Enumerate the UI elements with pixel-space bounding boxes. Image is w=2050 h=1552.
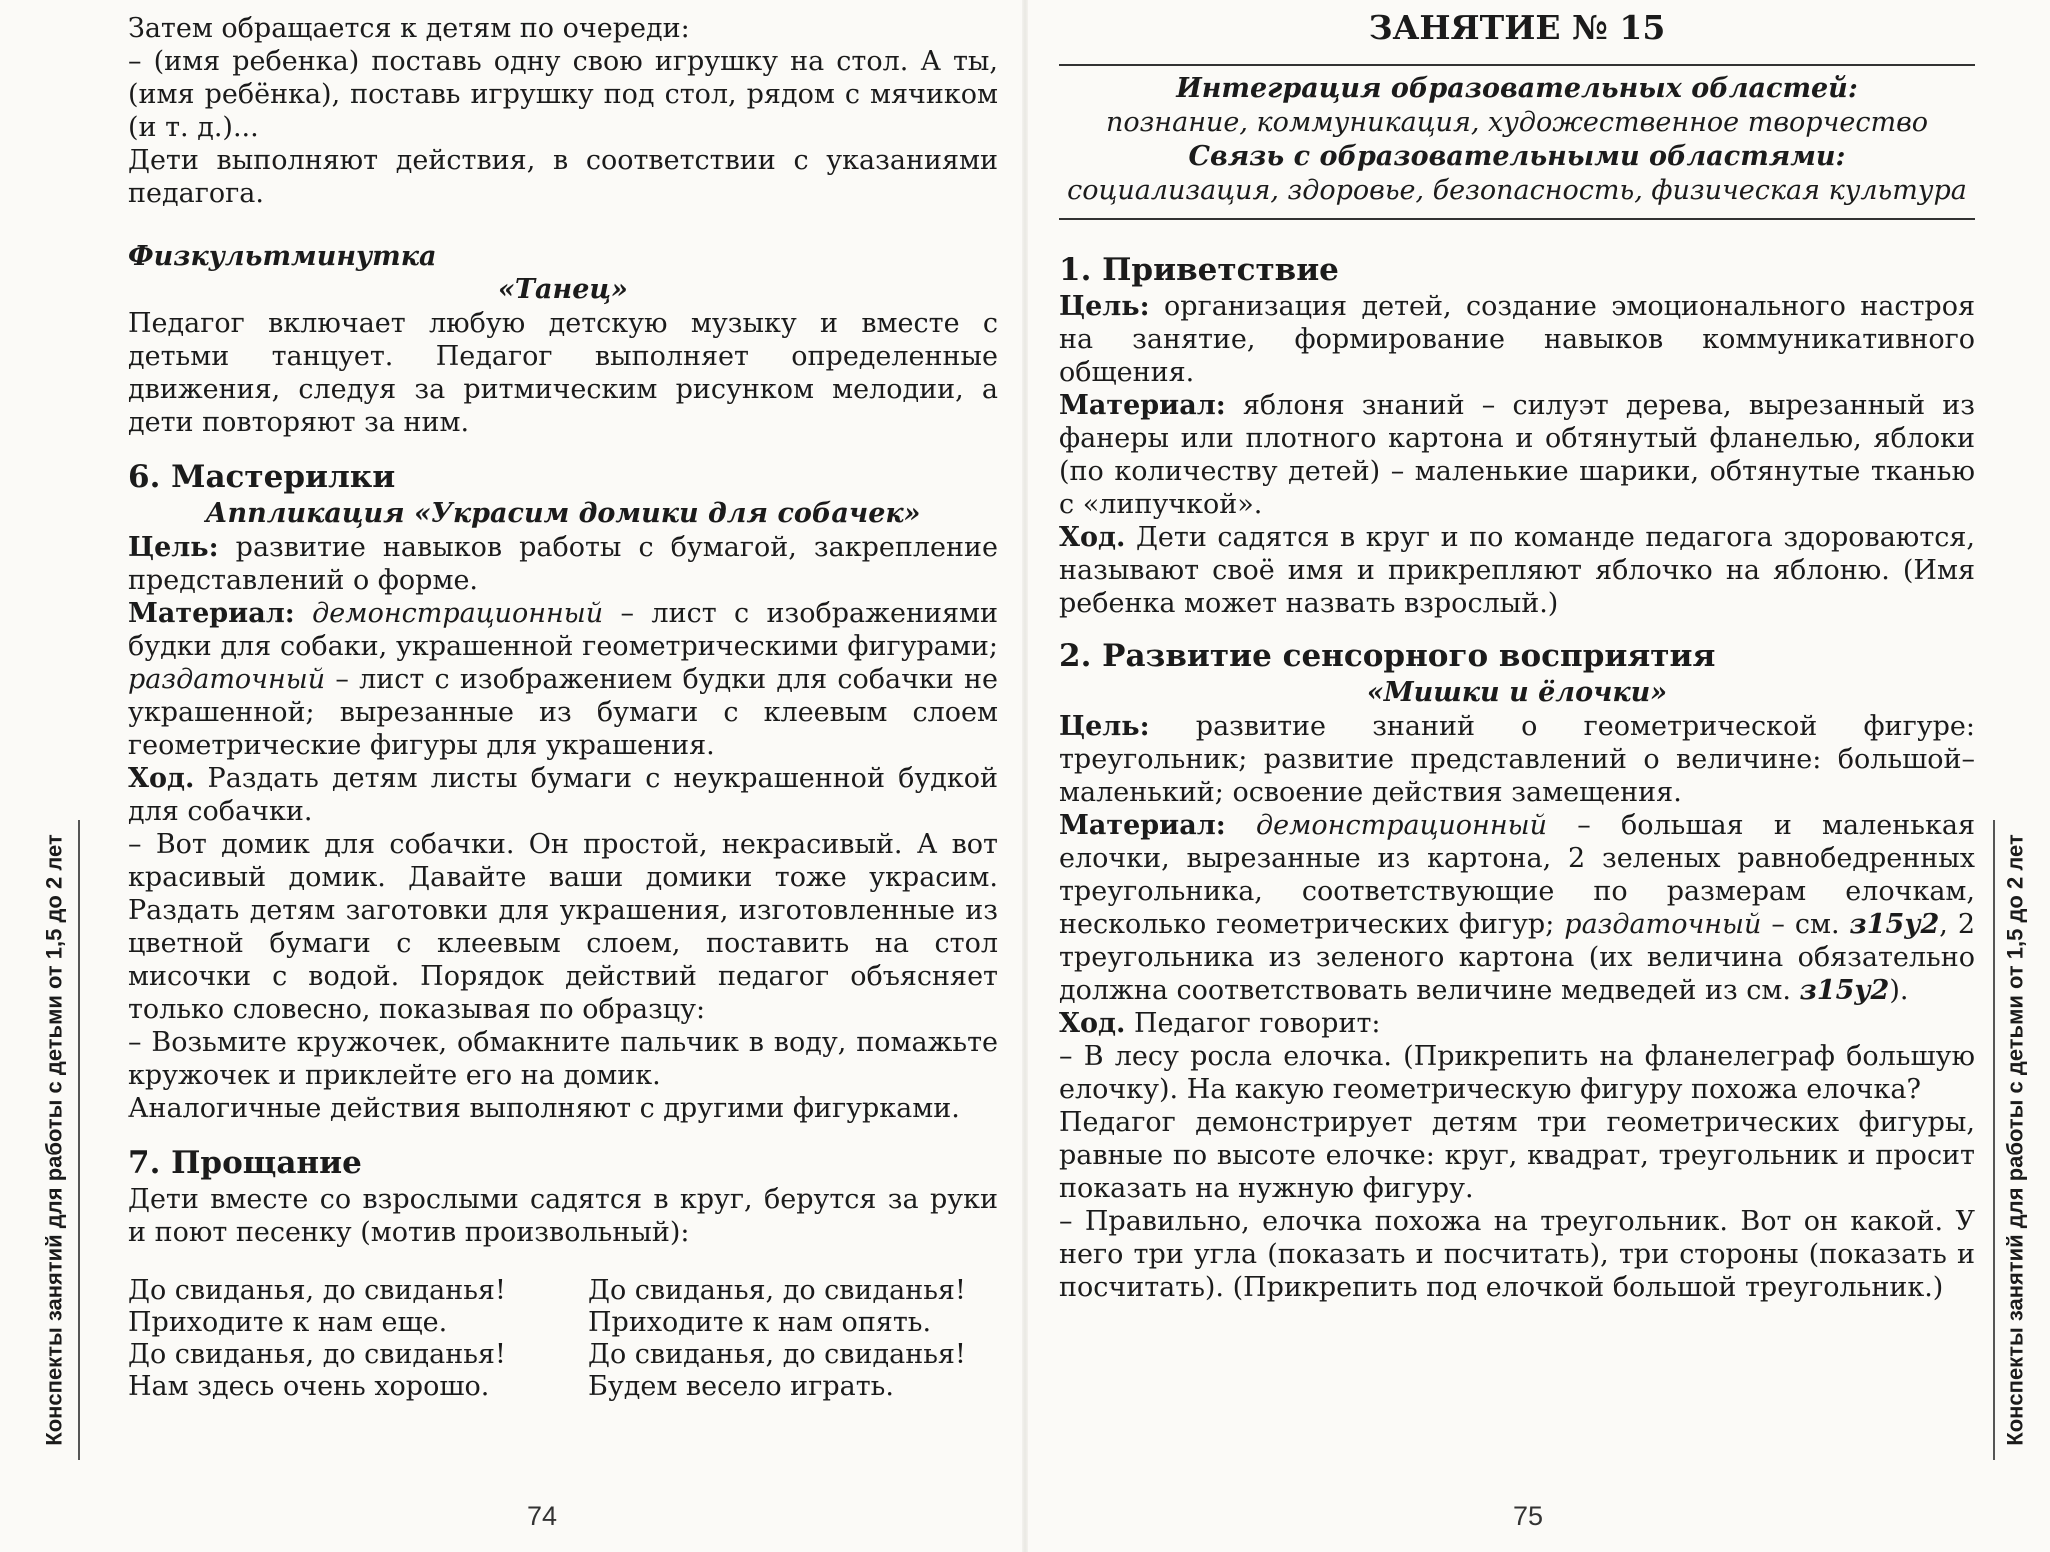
section-7-title: 7. Прощание	[128, 1145, 362, 1181]
poem-left-stanza	[128, 1275, 538, 1403]
left-column	[128, 0, 998, 1403]
material-text: яблоня знаний – силуэт дерева, вырезанный из фанеры или плотного картона и обтянутый фланелью, яблоки (по количеству детей) – маленькие шарики, обтянутые тканью с «липучкой».	[1059, 390, 1975, 520]
poem-line: Нам здесь очень хорошо.	[128, 1371, 490, 1402]
section-1-material	[1059, 389, 1975, 521]
poem-line: До свиданья, до свиданья!	[128, 1275, 506, 1306]
material-label: Материал:	[1059, 390, 1226, 421]
goal-label: Цель:	[1059, 291, 1150, 322]
section-6-para-2: – Вот домик для собачки. Он простой, некрасивый. А вот красивый домик. Давайте ваши домики тоже украсим. Раздать детям заготовки для украшения, изготовленные из цветной бумаги с клеевым слоем, поставить на стол мисочки с водой. Порядок действий педагог объясняет только словесно, показывая по образцу:	[128, 829, 998, 1025]
page-number-right: 75	[1513, 1501, 1544, 1531]
material-text-1: – большая и маленькая елочки, вырезанные из картона, 2 зеленых равнобедренных треугольника, соответствующие по размерам елочкам, несколько геометрических фигур;	[1059, 810, 1975, 940]
right-side-rule	[1993, 820, 1995, 1460]
intro-line-3: Дети выполняют действия, в соответствии с указаниями педагога.	[128, 145, 998, 209]
header-rule-bottom	[1059, 218, 1975, 220]
hod-text: Педагог говорит:	[1125, 1008, 1381, 1039]
intro-line-2: – (имя ребенка) поставь одну свою игрушку на стол. А ты, (имя ребёнка), поставь игрушку под стол, рядом с мячиком (и т. д.)...	[128, 46, 998, 143]
side-caption-text: Конспекты занятий для работы с детьми от 1,5 до 2 лет	[2003, 834, 2028, 1446]
section-2-title: 2. Развитие сенсорного восприятия	[1059, 638, 1716, 674]
intro-line-1: Затем обращается к детям по очереди:	[128, 13, 690, 44]
hod-text: Раздать детям листы бумаги с неукрашенной будкой для собачки.	[128, 763, 998, 827]
section-2-para-3: Педагог демонстрирует детям три геометрических фигуры, равные по высоте елочке: круг, квадрат, треугольник и просит показать на нужную фигуру.	[1059, 1107, 1975, 1204]
goal-label: Цель:	[1059, 711, 1150, 742]
section-6-subtitle: Аппликация «Украсим домики для собачек»	[205, 498, 921, 529]
integration-label: Интеграция образовательных областей:	[1176, 73, 1858, 104]
left-side-caption	[40, 820, 70, 1460]
section-2-goal	[1059, 710, 1975, 809]
right-column	[1059, 0, 1975, 1304]
section-1-goal	[1059, 290, 1975, 389]
side-caption-text: Конспекты занятий для работы с детьми от 1,5 до 2 лет	[42, 834, 67, 1446]
page-number-left: 74	[527, 1501, 558, 1531]
fiz-text: Педагог включает любую детскую музыку и вместе с детьми танцует. Педагог выполняет определенные движения, следуя за ритмическим рисунком мелодии, а дети повторяют за ним.	[128, 308, 998, 438]
poem-line: До свиданья, до свиданья!	[588, 1339, 966, 1370]
material-text-1: – лист с изображениями будки для собаки, украшенной геометрическими фигурами;	[128, 598, 998, 662]
lesson-title: ЗАНЯТИЕ № 15	[1368, 8, 1666, 47]
header-rule-top	[1059, 64, 1975, 66]
material-ref-2: з15у2	[1799, 975, 1890, 1006]
material-text-2: – см.	[1761, 909, 1850, 940]
poem-right-stanza	[588, 1275, 998, 1403]
section-6-title: 6. Мастерилки	[128, 459, 396, 495]
section-7-text: Дети вместе со взрослыми садятся в круг, берутся за руки и поют песенку (мотив произвольный):	[128, 1184, 998, 1248]
poem-line: Приходите к нам опять.	[588, 1307, 932, 1338]
material-label: Материал:	[1059, 810, 1226, 841]
section-2-para-4: – Правильно, елочка похожа на треугольник. Вот он какой. У него три угла (показать и посчитать), три стороны (показать и посчитать). (Прикрепить под елочкой большой треугольник.)	[1059, 1206, 1975, 1303]
song-poem	[128, 1275, 998, 1403]
right-side-caption	[2001, 820, 2031, 1460]
poem-line: Приходите к нам еще.	[128, 1307, 448, 1338]
section-6-goal	[128, 531, 998, 597]
link-text: социализация, здоровье, безопасность, физическая культура	[1067, 175, 1967, 206]
hod-label: Ход.	[1059, 522, 1126, 553]
material-demo: демонстрационный	[312, 598, 604, 629]
hod-label: Ход.	[1059, 1008, 1126, 1039]
section-2-para-2: – В лесу росла елочка. (Прикрепить на фланелеграф большую елочку). На какую геометрическую фигуру похожа елочка?	[1059, 1041, 1975, 1105]
goal-text: развитие навыков работы с бумагой, закрепление представлений о форме.	[128, 532, 998, 596]
material-label: Материал:	[128, 598, 295, 629]
section-2-subtitle: «Мишки и ёлочки»	[1366, 677, 1668, 708]
poem-line: Будем весело играть.	[588, 1371, 894, 1402]
poem-line: До свиданья, до свиданья!	[128, 1339, 506, 1370]
section-1-title: 1. Приветствие	[1059, 252, 1339, 288]
section-6-material	[128, 597, 998, 762]
section-1-hod	[1059, 521, 1975, 620]
material-razd: раздаточный	[1564, 909, 1762, 940]
fiz-subtitle: «Танец»	[498, 274, 628, 305]
section-2-hod	[1059, 1007, 1975, 1040]
goal-label: Цель:	[128, 532, 219, 563]
section-6-para-3: – Возьмите кружочек, обмакните пальчик в воду, помажьте кружочек и приклейте его на домик.	[128, 1027, 998, 1091]
material-text-2: – лист с изображением будки для собачки не украшенной; вырезанные из бумаги с клеевым слоем геометрические фигуры для украшения.	[128, 664, 998, 761]
section-6-hod	[128, 762, 998, 828]
integration-block	[1059, 72, 1975, 208]
section-6-para-4: Аналогичные действия выполняют с другими фигурками.	[128, 1093, 960, 1124]
hod-label: Ход.	[128, 763, 195, 794]
right-page	[1025, 0, 2050, 1552]
section-2-material	[1059, 809, 1975, 1007]
material-text-4: ).	[1889, 975, 1909, 1006]
material-demo: демонстрационный	[1255, 810, 1548, 841]
integration-text: познание, коммуникация, художественное творчество	[1105, 107, 1929, 138]
goal-text: развитие знаний о геометрической фигуре: треугольник; развитие представлений о величине: большой–маленький; освоение действия замещения.	[1059, 711, 1975, 808]
material-razd: раздаточный	[128, 664, 326, 695]
goal-text: организация детей, создание эмоционального настроя на занятие, формирование навыков коммуникативного общения.	[1059, 291, 1975, 388]
left-side-rule	[78, 820, 80, 1460]
hod-text: Дети садятся в круг и по команде педагога здороваются, называют своё имя и прикрепляют яблочко на яблоню. (Имя ребенка может назвать взрослый.)	[1059, 522, 1975, 619]
material-ref-1: з15у2	[1849, 909, 1940, 940]
poem-line: До свиданья, до свиданья!	[588, 1275, 966, 1306]
link-label: Связь с образовательными областями:	[1188, 141, 1846, 172]
fiz-title: Физкультминутка	[128, 241, 437, 272]
material-text-3: , 2 треугольника из зеленого картона (их величина обязательно должна соответствовать величине медведей из см.	[1059, 909, 1976, 1006]
